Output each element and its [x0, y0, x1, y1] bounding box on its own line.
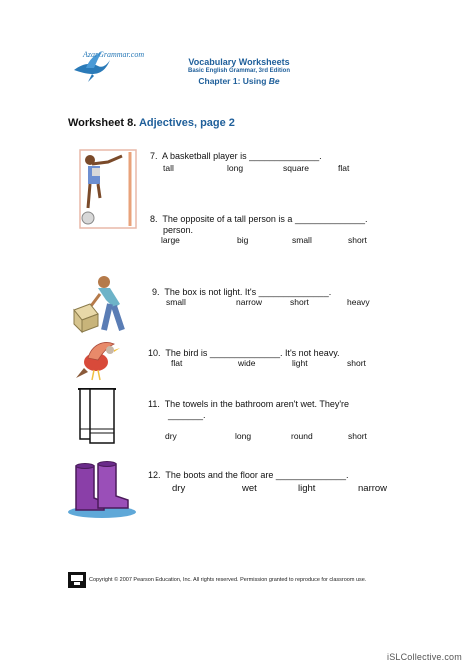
chapter-prefix: Chapter 1: Using: [198, 76, 269, 86]
q12-option-1[interactable]: dry: [172, 483, 186, 494]
boots-illustration: [64, 460, 140, 520]
publisher-logo: [68, 572, 86, 588]
q7-option-3[interactable]: square: [283, 163, 309, 173]
question-text: The opposite of a tall person is a ______________.: [162, 214, 368, 224]
q11-option-3[interactable]: round: [291, 431, 313, 441]
question-number: 12.: [148, 470, 161, 480]
q7-option-1[interactable]: tall: [163, 163, 174, 173]
q8-option-4[interactable]: short: [348, 235, 367, 245]
q9-option-4[interactable]: heavy: [347, 297, 370, 307]
q7-option-4[interactable]: flat: [338, 163, 350, 173]
towels-icon: [76, 385, 118, 445]
logo-text: AzarGrammar.com: [83, 50, 145, 59]
man-lifting-box-illustration: [70, 274, 132, 334]
worksheet-number: Worksheet 8.: [68, 117, 137, 129]
q9-option-2[interactable]: narrow: [236, 297, 262, 307]
q12-option-2[interactable]: wet: [242, 483, 257, 494]
question-7: [150, 151, 322, 161]
q8-option-1[interactable]: large: [161, 235, 180, 245]
question-text: The box is not light. It's ______________.: [164, 287, 332, 297]
q11-option-1[interactable]: dry: [165, 431, 177, 441]
question-text: The bird is ______________. It's not heavy.: [165, 348, 340, 358]
q10-option-2[interactable]: wide: [238, 358, 256, 368]
q8-option-2[interactable]: big: [237, 235, 249, 245]
worksheet-title: [68, 117, 235, 129]
header-chapter: [184, 76, 294, 86]
q8-option-3[interactable]: small: [292, 235, 312, 245]
q12-option-3[interactable]: light: [298, 483, 316, 494]
site-watermark: iSLCollective.com: [387, 652, 462, 662]
question-number: 9.: [152, 287, 160, 297]
basketball-player-icon: [78, 148, 138, 230]
q9-option-1[interactable]: small: [166, 297, 186, 307]
header-title: Vocabulary Worksheets: [188, 57, 290, 67]
question-text: The towels in the bathroom aren't wet. They're: [164, 399, 350, 409]
q10-option-1[interactable]: flat: [171, 358, 183, 368]
question-12: [148, 470, 349, 480]
logo: [72, 50, 182, 84]
worksheet-topic: Adjectives, page 2: [138, 117, 235, 129]
q12-option-4[interactable]: narrow: [358, 483, 388, 494]
towels-illustration: [76, 385, 118, 445]
boots-icon: [64, 460, 140, 520]
chapter-emphasis: Be: [268, 76, 280, 86]
question-11-continuation: _______.: [168, 410, 206, 420]
question-8: [150, 214, 368, 224]
question-number: 7.: [150, 151, 158, 161]
question-text: The boots and the floor are ______________.: [165, 470, 349, 480]
q7-option-2[interactable]: long: [227, 163, 244, 173]
q11-option-2[interactable]: long: [235, 431, 252, 441]
q11-option-4[interactable]: short: [348, 431, 367, 441]
question-8-continuation: person.: [163, 225, 194, 235]
q10-option-4[interactable]: short: [347, 358, 366, 368]
bird-icon: [74, 338, 124, 383]
question-number: 10.: [148, 348, 161, 358]
man-lifting-box-icon: [70, 274, 132, 334]
question-number: 8.: [150, 214, 158, 224]
q10-option-3[interactable]: light: [292, 358, 308, 368]
question-9: [152, 287, 331, 297]
bird-illustration: [74, 338, 124, 383]
copyright-text: Copyright © 2007 Pearson Education, Inc. All rights reserved. Permission granted to reproduce for classroom use.: [89, 577, 367, 583]
question-text: A basketball player is ______________.: [162, 151, 322, 161]
question-10: [148, 348, 340, 358]
header-subtitle: Basic English Grammar, 3rd Edition: [187, 68, 291, 74]
publisher-logo-icon: [68, 572, 86, 588]
question-number: 11.: [148, 399, 160, 409]
question-11: [148, 399, 349, 409]
q9-option-3[interactable]: short: [290, 297, 309, 307]
basketball-player-illustration: [78, 148, 138, 230]
